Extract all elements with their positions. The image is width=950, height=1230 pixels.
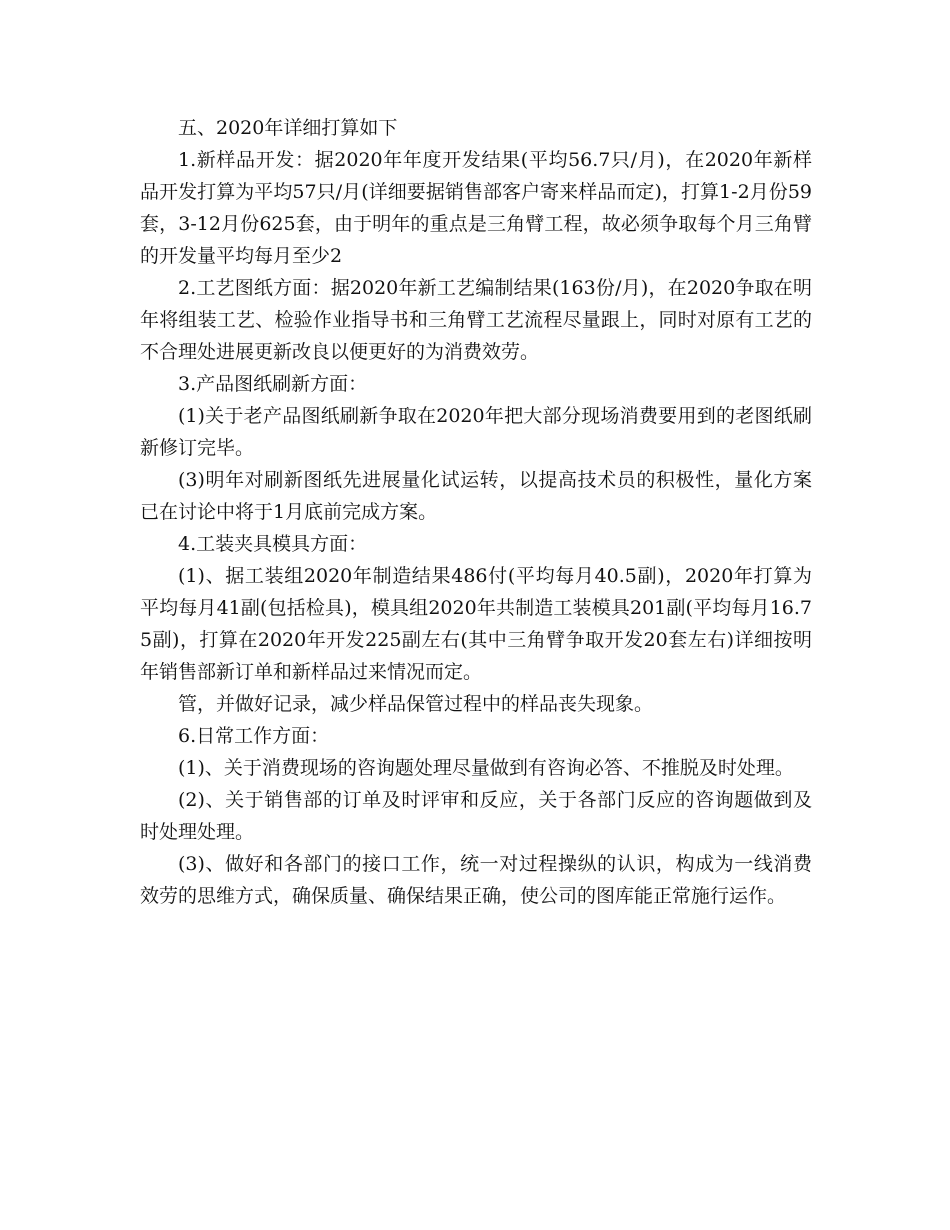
paragraph-drawing-refresh-item-1: (1)关于老产品图纸刷新争取在2020年把大部分现场消费要用到的老图纸刷新修订完毕。 — [140, 405, 812, 459]
document-body — [140, 112, 812, 912]
paragraph-daily-work-heading: 6.日常工作方面： — [178, 725, 330, 747]
paragraph-daily-work-item-2: (2)、关于销售部的订单及时评审和反应，关于各部门反应的咨询题做到及时处理处理。 — [140, 789, 812, 843]
paragraph-daily-work-item-3: (3)、做好和各部门的接口工作，统一对过程操纵的认识，构成为一线消费效劳的思维方式，确保质量、确保结果正确，使公司的图库能正常施行运作。 — [140, 853, 812, 907]
paragraph-sample-custody: 管，并做好记录，减少样品保管过程中的样品丧失现象。 — [178, 693, 654, 715]
paragraph-sample-development: 1.新样品开发：据2020年年度开发结果(平均56.7只/月)，在2020年新样品开发打算为平均57只/月(详细要据销售部客户寄来样品而定)，打算1-2月份59套，3-12月份625套，由于明年的重点是三角臂工程，故必须争取每个月三角臂的开发量平均每月至少2 — [140, 149, 812, 267]
paragraph-drawing-refresh-heading: 3.产品图纸刷新方面： — [178, 373, 368, 395]
paragraph-fixtures-item-1: (1)、据工装组2020年制造结果486付(平均每月40.5副)，2020年打算为平均每月41副(包括检具)，模具组2020年共制造工装模具201副(平均每月16.75副)，打算在2020年开发225副左右(其中三角臂争取开发20套左右)详细按明年销售部新订单和新样品过来情况而定。 — [140, 565, 812, 683]
paragraph-fixtures-heading: 4.工装夹具模具方面： — [178, 533, 368, 555]
paragraph-daily-work-item-1: (1)、关于消费现场的咨询题处理尽量做到有咨询必答、不推脱及时处理。 — [178, 757, 794, 779]
paragraph-process-drawings: 2.工艺图纸方面：据2020年新工艺编制结果(163份/月)，在2020争取在明年将组装工艺、检验作业指导书和三角臂工艺流程尽量跟上，同时对原有工艺的不合理处进展更新改良以便更好的为消费效劳。 — [140, 277, 812, 363]
section-heading: 五、2020年详细打算如下 — [178, 117, 398, 139]
paragraph-drawing-refresh-item-3: (3)明年对刷新图纸先进展量化试运转，以提高技术员的积极性，量化方案已在讨论中将于1月底前完成方案。 — [140, 469, 812, 523]
